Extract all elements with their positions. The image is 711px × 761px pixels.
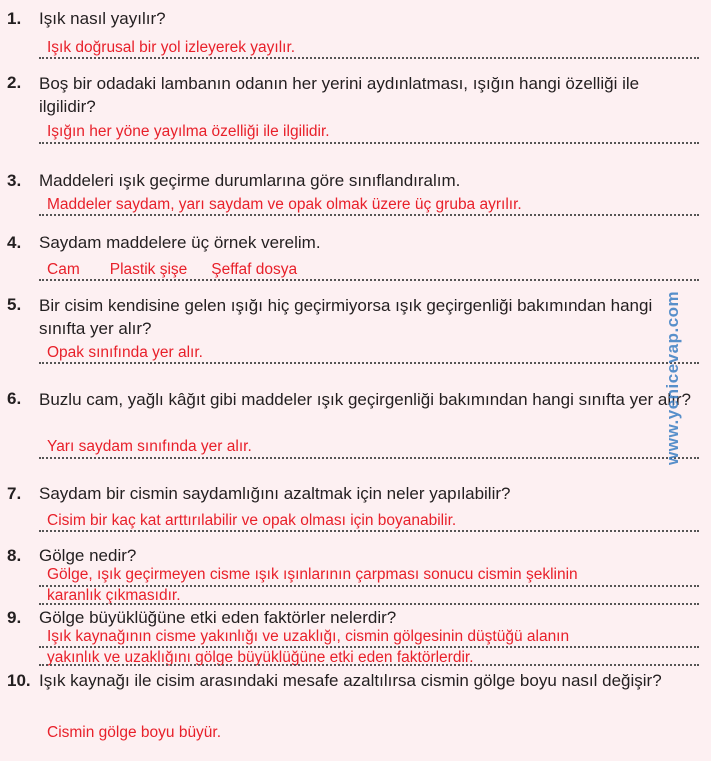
answer-line — [39, 214, 699, 216]
question-text: Gölge nedir? — [39, 546, 137, 565]
question-text: Saydam maddelere üç örnek verelim. — [39, 233, 321, 252]
question-number: 8. — [7, 546, 22, 565]
answer-line — [39, 57, 699, 59]
question-number: 4. — [7, 233, 22, 252]
answer-line — [39, 530, 699, 532]
answer-example-1: Cam — [47, 261, 80, 278]
question-number: 6. — [7, 389, 22, 408]
question-text: Maddeleri ışık geçirme durumlarına göre sınıflandıralım. — [39, 171, 461, 190]
question-number: 2. — [7, 73, 22, 92]
answer-text: Cisim bir kaç kat arttırılabilir ve opak olması için boyanabilir. — [47, 512, 457, 529]
answer-text: Işık doğrusal bir yol izleyerek yayılır. — [47, 39, 296, 56]
answer-line-2: yakınlık ve uzaklığını gölge büyüklüğüne etki eden faktörlerdir. — [47, 649, 474, 666]
answer-text: Opak sınıfında yer alır. — [47, 344, 203, 361]
question-text: Gölge büyüklüğüne etki eden faktörler nelerdir? — [39, 608, 397, 627]
question-number: 7. — [7, 484, 22, 503]
answer-line — [39, 457, 699, 459]
question-number: 9. — [7, 608, 22, 627]
question-text: Işık nasıl yayılır? — [39, 9, 166, 28]
answer-line — [39, 279, 699, 281]
question-text: Işık kaynağı ile cisim arasındaki mesafe azaltılırsa cismin gölge boyu nasıl değişir? — [39, 671, 662, 690]
answer-line-2: karanlık çıkmasıdır. — [47, 587, 181, 604]
question-number: 5. — [7, 295, 22, 314]
answer-example-3: Şeffaf dosya — [211, 261, 298, 278]
answer-text: Yarı saydam sınıfında yer alır. — [47, 438, 252, 455]
answer-list — [47, 260, 297, 280]
question-number: 3. — [7, 171, 22, 190]
answer-text: Işığın her yöne yayılma özelliği ile ilgilidir. — [47, 123, 330, 140]
watermark: www.yenicevap.com — [663, 290, 682, 466]
answer-line — [39, 664, 699, 666]
question-number: 1. — [7, 9, 22, 28]
answer-line — [39, 362, 699, 364]
question-text: Boş bir odadaki lambanın odanın her yerini aydınlatması, ışığın hangi özelliği ile ilgilidir? — [39, 74, 640, 116]
answer-line-1: Gölge, ışık geçirmeyen cisme ışık ışınlarının çarpması sonucu cismin şeklinin — [47, 566, 578, 583]
answer-line — [39, 142, 699, 144]
question-text: Bir cisim kendisine gelen ışığı hiç geçirmiyorsa ışık geçirgenliği bakımından hangi sınıfta yer alır? — [39, 296, 653, 338]
answer-line — [39, 603, 699, 605]
question-number: 10. — [7, 671, 31, 690]
answer-text: Cismin gölge boyu büyür. — [47, 724, 222, 741]
answer-text: Maddeler saydam, yarı saydam ve opak olmak üzere üç gruba ayrılır. — [47, 196, 522, 213]
question-text: Buzlu cam, yağlı kâğıt gibi maddeler ışık geçirgenliği bakımından hangi sınıfta yer alır? — [39, 390, 692, 409]
answer-line-1: Işık kaynağının cisme yakınlığı ve uzaklığı, cismin gölgesinin düştüğü alanın — [47, 628, 570, 645]
question-text: Saydam bir cismin saydamlığını azaltmak için neler yapılabilir? — [39, 484, 511, 503]
answer-example-2: Plastik şişe — [109, 261, 188, 278]
